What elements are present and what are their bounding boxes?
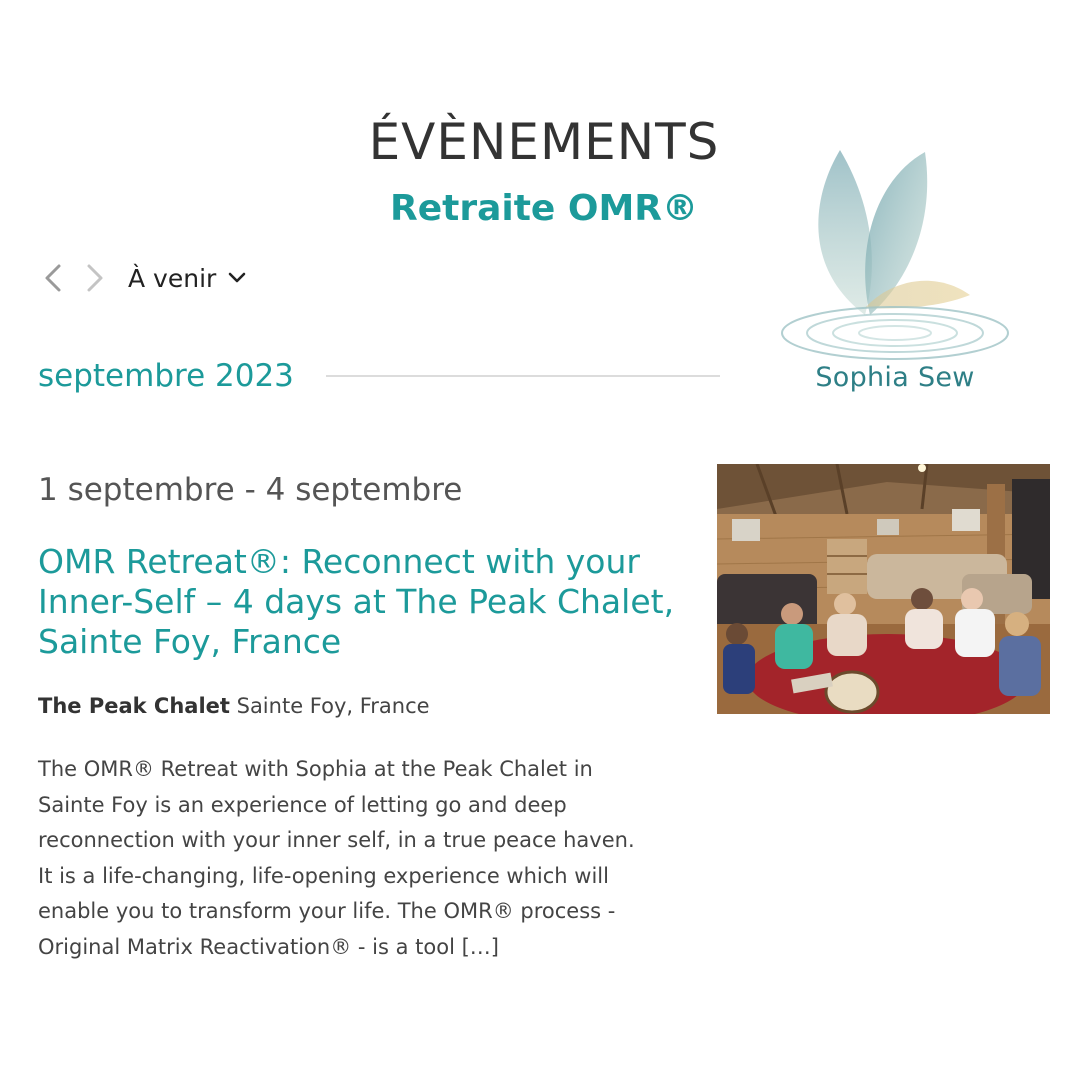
month-separator [38,352,720,400]
event-venue [38,690,430,722]
view-selector[interactable] [128,264,246,293]
next-events-button[interactable] [78,256,112,300]
previous-events-button[interactable] [36,256,70,300]
event-title-link[interactable]: OMR Retreat®: Reconnect with your Inner-Self – 4 days at The Peak Chalet, Sainte Foy, France [38,542,675,661]
event-date-range: 1 septembre - 4 septembre [38,472,463,508]
venue-name: The Peak Chalet [38,694,230,718]
venue-location: Sainte Foy, France [229,694,430,718]
month-label: septembre 2023 [38,358,294,394]
retreat-group-photo [717,464,1050,714]
event-description: The OMR® Retreat with Sophia at the Peak Chalet in Sainte Foy is an experience of letting go and deep reconnection with your inner self, in a true peace haven. It is a life-changing, life-opening experience which will enable you to transform your life. The OMR® process - Original Matrix Reactivation® - is a tool […] [38,757,635,959]
month-divider-line [326,375,720,377]
chevron-left-icon [43,263,63,293]
view-selector-label: À venir [128,263,217,293]
page-title: ÉVÈNEMENTS [368,113,720,171]
events-nav-bar [36,256,246,300]
chevron-right-icon [85,263,105,293]
event-featured-image[interactable] [717,464,1050,714]
logo-text: Sophia Sew [815,362,975,393]
chevron-down-icon [228,272,246,284]
page-subtitle: Retraite OMR® [389,188,699,229]
